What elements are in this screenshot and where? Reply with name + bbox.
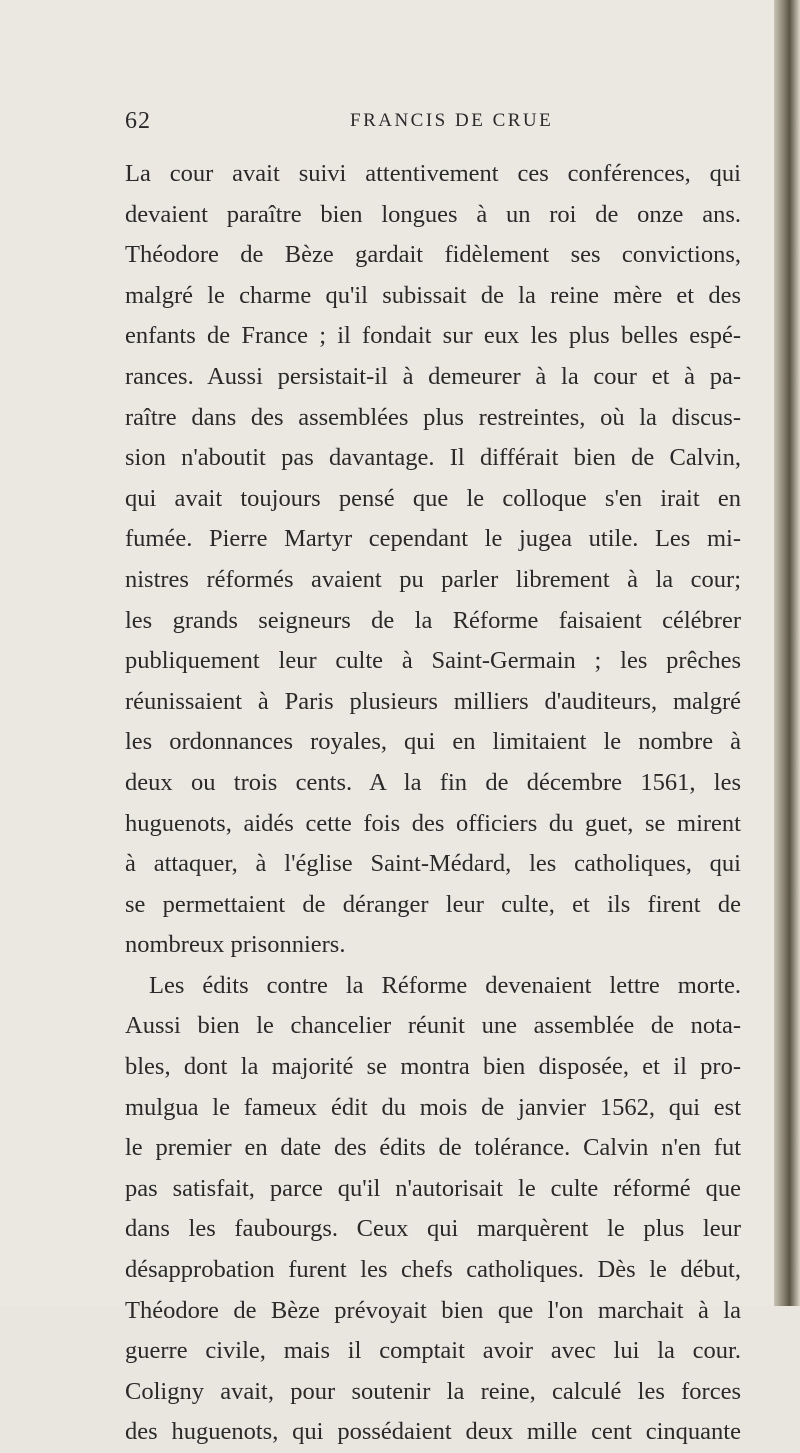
text-line: le premier en date des édits de tolérance. Calvin n'en fut — [125, 1134, 741, 1162]
text-line: mulgua le fameux édit du mois de janvier 1562, qui est — [125, 1093, 741, 1121]
running-title: FRANCIS DE CRUE — [350, 110, 554, 131]
text-line: des huguenots, qui possédaient deux mille cent cinquante — [125, 1418, 741, 1446]
page-edge-shadow — [774, 0, 800, 1306]
text-line: nombreux prisonniers. — [125, 931, 346, 959]
text-line: fumée. Pierre Martyr cependant le jugea utile. Les mi- — [125, 525, 741, 553]
text-line: se permettaient de déranger leur culte, et ils firent de — [125, 890, 741, 918]
text-line: rances. Aussi persistait-il à demeurer à la cour et à pa- — [125, 362, 741, 390]
text-line: dans les faubourgs. Ceux qui marquèrent le plus leur — [125, 1215, 741, 1243]
text-line: les ordonnances royales, qui en limitaient le nombre à — [125, 728, 741, 756]
text-line: guerre civile, mais il comptait avoir avec lui la cour. — [125, 1337, 741, 1365]
text-line: bles, dont la majorité se montra bien disposée, et il pro- — [125, 1053, 741, 1081]
text-line: enfants de France ; il fondait sur eux les plus belles espé- — [125, 322, 741, 350]
text-line: Aussi bien le chancelier réunit une assemblée de nota- — [125, 1012, 741, 1040]
text-line: pas satisfait, parce qu'il n'autorisait le culte réformé que — [125, 1174, 741, 1202]
page-number: 62 — [125, 108, 151, 134]
text-line: Coligny avait, pour soutenir la reine, calculé les forces — [125, 1377, 741, 1405]
text-line: à attaquer, à l'église Saint-Médard, les catholiques, qui — [125, 850, 741, 878]
text-line: raître dans des assemblées plus restreintes, où la discus- — [125, 403, 741, 431]
text-line: désapprobation furent les chefs catholiques. Dès le début, — [125, 1256, 741, 1284]
text-line: Les édits contre la Réforme devenaient lettre morte. — [149, 971, 741, 999]
running-head — [125, 108, 745, 138]
text-line: publiquement leur culte à Saint-Germain ; les prêches — [125, 647, 741, 675]
text-line: huguenots, aidés cette fois des officiers du guet, se mirent — [125, 809, 741, 837]
text-line: qui avait toujours pensé que le colloque s'en irait en — [125, 484, 741, 512]
text-line: devaient paraître bien longues à un roi de onze ans. — [125, 200, 741, 228]
text-line: les grands seigneurs de la Réforme faisaient célébrer — [125, 606, 741, 634]
text-line: nistres réformés avaient pu parler librement à la cour; — [125, 565, 741, 593]
text-line: Théodore de Bèze prévoyait bien que l'on marchait à la — [125, 1296, 741, 1324]
text-line: malgré le charme qu'il subissait de la reine mère et des — [125, 281, 741, 309]
text-line: sion n'aboutit pas davantage. Il différait bien de Calvin, — [125, 444, 741, 472]
text-line: La cour avait suivi attentivement ces conférences, qui — [125, 160, 741, 187]
text-line: deux ou trois cents. A la fin de décembre 1561, les — [125, 768, 741, 796]
body-text — [125, 154, 741, 1453]
text-line: Théodore de Bèze gardait fidèlement ses convictions, — [125, 241, 741, 269]
text-line: réunissaient à Paris plusieurs milliers d'auditeurs, malgré — [125, 687, 741, 715]
